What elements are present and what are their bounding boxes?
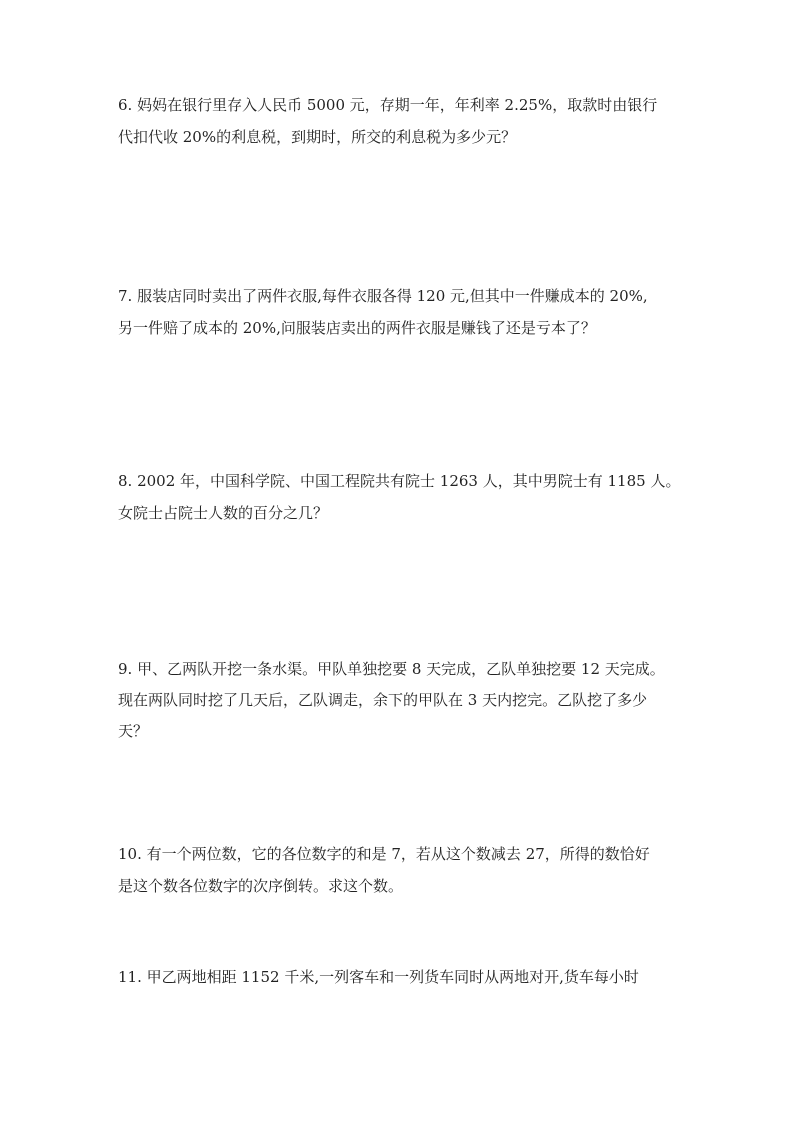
question-7-line-1: 7. 服装店同时卖出了两件衣服,每件衣服各得 120 元,但其中一件赚成本的 20%, <box>118 287 648 305</box>
question-10-line-1: 10. 有一个两位数，它的各位数字的和是 7，若从这个数减去 27，所得的数恰好 <box>118 845 650 863</box>
question-10 <box>118 844 698 896</box>
question-7-line-2: 另一件赔了成本的 20%,问服装店卖出的两件衣服是赚钱了还是亏本了？ <box>118 319 596 337</box>
question-8-line-2: 女院士占院士人数的百分之几？ <box>118 504 329 522</box>
question-7 <box>118 286 698 338</box>
question-9-line-1: 9. 甲、乙两队开挖一条水渠。甲队单独挖要 8 天完成，乙队单独挖要 12 天完成。 <box>118 660 665 678</box>
question-8 <box>118 471 698 523</box>
question-11-line-1: 11. 甲乙两地相距 1152 千米,一列客车和一列货车同时从两地对开,货车每小时 <box>118 968 639 986</box>
question-6-line-1: 6. 妈妈在银行里存入人民币 5000 元，存期一年，年利率 2.25%，取款时由银行 <box>118 96 658 114</box>
question-9-line-2: 现在两队同时挖了几天后，乙队调走，余下的甲队在 3 天内挖完。乙队挖了多少 <box>118 691 648 709</box>
question-6 <box>118 95 698 147</box>
question-11 <box>118 967 698 987</box>
question-10-line-2: 是这个数各位数字的次序倒转。求这个数。 <box>118 877 404 895</box>
question-9 <box>118 659 698 741</box>
question-6-line-2: 代扣代收 20%的利息税，到期时，所交的利息税为多少元？ <box>118 128 517 146</box>
question-9-line-3: 天？ <box>118 722 149 740</box>
question-8-line-1: 8. 2002 年，中国科学院、中国工程院共有院士 1263 人，其中男院士有 1185 人。 <box>118 472 681 490</box>
